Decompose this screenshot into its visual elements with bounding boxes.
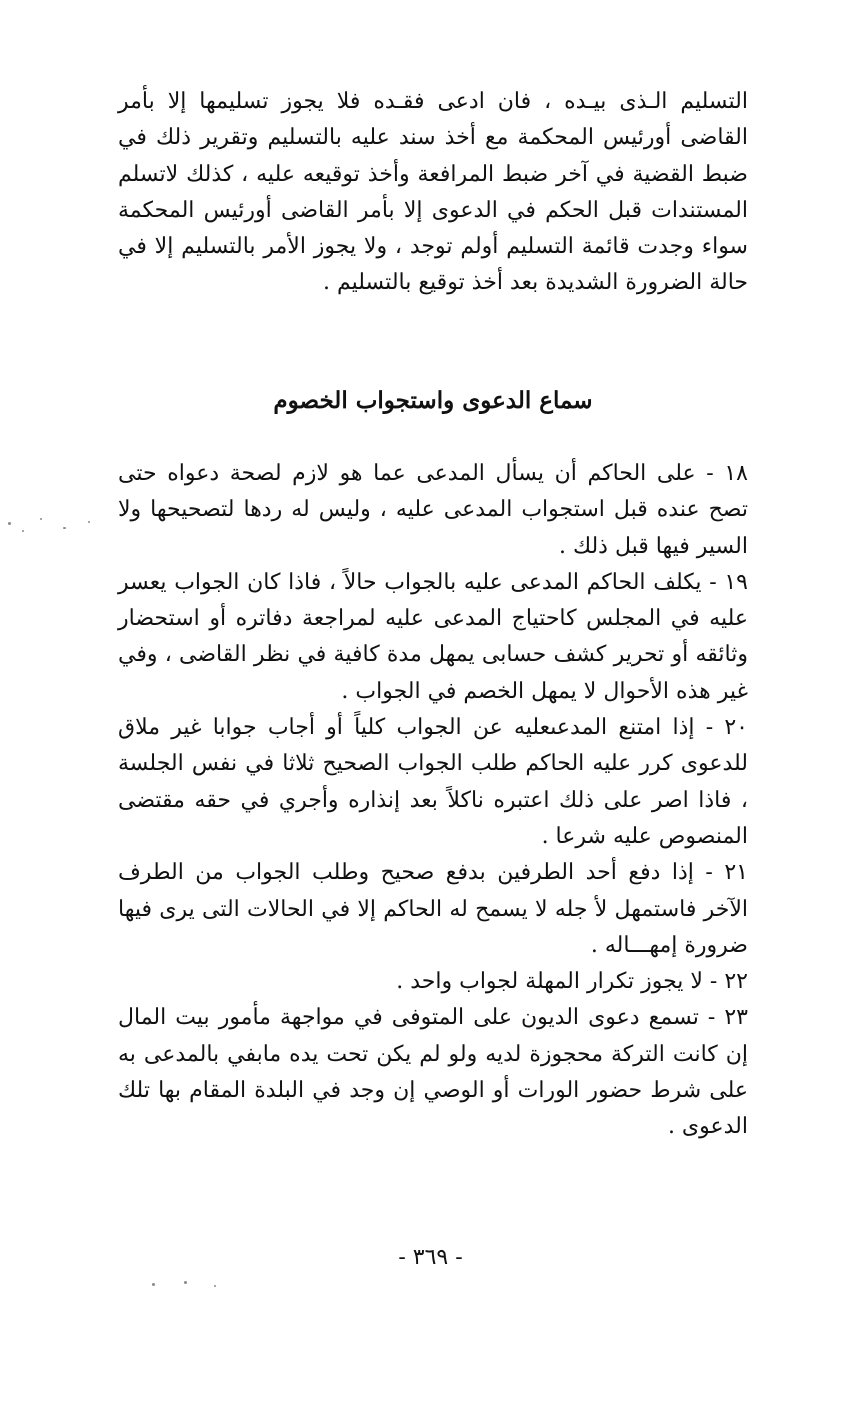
- scan-speck: [88, 521, 90, 523]
- scan-speck: [152, 1283, 155, 1286]
- article-20: ٢٠ - إذا امتنع المدعىعليه عن الجواب كلياً أو أجاب جوابا غير ملاق للدعوى كرر عليه الحاكم طلب الجواب الصحيح ثلاثا في نفس الجلسة ، فاذا اصر على ذلك اعتبره ناكلاً بعد إنذاره وأجري في حقه مقتضى المنصوص عليه شرعا .: [118, 715, 748, 849]
- scan-speck: [22, 530, 24, 532]
- scan-speck: [214, 1285, 216, 1287]
- intro-paragraph: التسليم الـذى بيـده ، فان ادعى فقـده فلا يجوز تسليمها إلا بأمر القاضى أورئيس المحكمة مع أخذ سند عليه بالتسليم وتقرير ذلك في ضبط القضية في آخر ضبط المرافعة وأخذ توقيعه عليه ، كذلك لاتسلم المستندات قبل الحكم في الدعوى إلا بأمر القاضى أورئيس المحكمة سواء وجدت قائمة التسليم أولم توجد ، ولا يجوز الأمر بالتسليم إلا في حالة الضرورة الشديدة بعد أخذ توقيع بالتسليم .: [118, 89, 748, 296]
- scan-speck: [8, 522, 11, 525]
- scan-speck: [40, 518, 42, 520]
- article-22: ٢٢ - لا يجوز تكرار المهلة لجواب واحد .: [396, 969, 748, 995]
- article-19: ١٩ - يكلف الحاكم المدعى عليه بالجواب حالاً ، فاذا كان الجواب يعسر عليه في المجلس كاحتياج المدعى عليه لمراجعة دفاتره أو استحضار وثائقه أو تحرير كشف حسابى يمهل مدة كافية في نظر القاضى ، وفي غير هذه الأحوال لا يمهل الخصم في الجواب .: [118, 569, 748, 704]
- scan-speck: [63, 527, 66, 529]
- page-number: - ٣٦٩ -: [398, 1245, 463, 1270]
- article-23: ٢٣ - تسمع دعوى الديون على المتوفى في مواجهة مأمور بيت المال إن كانت التركة محجوزة لديه ولو لم يكن تحت يده مابفي بالمدعى به على شرط حضور الورات أو الوصي إن وجد في البلدة المقام بها تلك الدعوى .: [118, 1005, 748, 1140]
- article-21: ٢١ - إذا دفع أحد الطرفين بدفع صحيح وطلب الجواب من الطرف الآخر فاستمهل لأ جله لا يسمح له الحاكم إلا في الحالات التى يرى فيها ضرورة إمهـــاله .: [118, 860, 748, 958]
- articles-list: [118, 456, 748, 1146]
- scan-speck: [184, 1281, 187, 1284]
- article-18: ١٨ - على الحاكم أن يسأل المدعى عما هو لازم لصحة دعواه حتى تصح عنده قبل استجواب المدعى عليه ، وليس له ردها لتصحيحها ولا السير فيها قبل ذلك .: [118, 461, 748, 559]
- section-heading: سماع الدعوى واستجواب الخصوم: [273, 387, 593, 414]
